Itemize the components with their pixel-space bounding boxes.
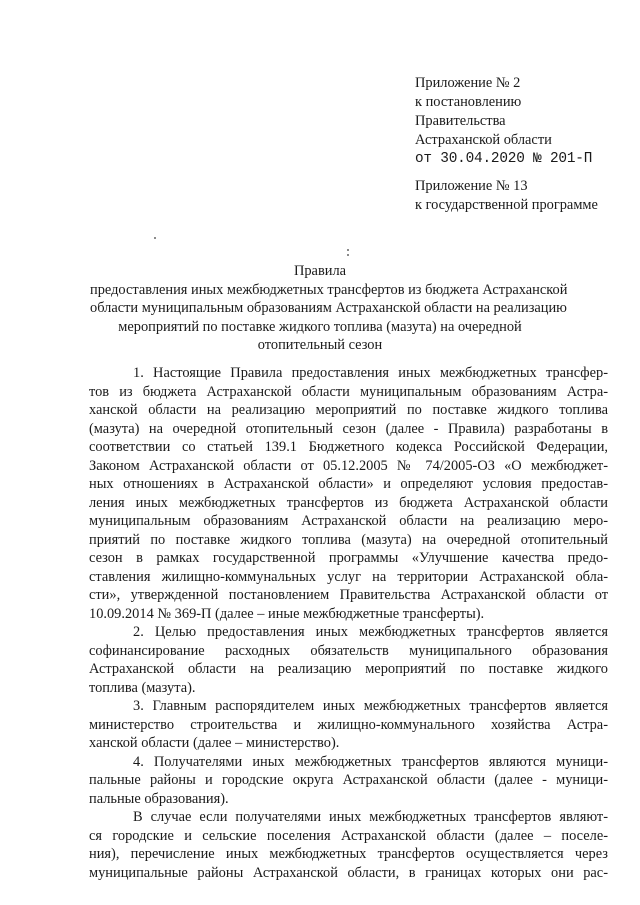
text-line: ханской области (далее – министерство). [89,735,340,751]
paragraph-3 [89,697,608,753]
text-line: муниципальные районы Астраханской области, в границах которых они рас- [89,864,608,881]
appendix-2-line: Правительства [415,113,506,129]
text-line: 4. Получателями иных межбюджетных трансфертов являются муници- [133,753,608,770]
appendix-2-header [415,74,630,169]
text-line: 3. Главным распорядителем иных межбюджетных трансфертов является [133,698,608,714]
appendix-2-line: Приложение № 2 [415,75,521,91]
appendix-13-line: к государственной программе [415,197,598,213]
text-line: ся городские и сельские поселения Астраханской области (далее – поселе- [89,827,608,844]
scan-speck [347,254,349,256]
text-line: сти», утвержденной постановлением Правительства Астраханской области от [89,587,608,603]
text-line: пальные образования). [89,790,229,807]
text-line: муниципальным образованиям Астраханской области на реализацию меро- [89,513,608,529]
text-line: ных отношениях в Астраханской области» и определяют условия предостав- [89,476,608,492]
title-subtitle-line: отопительный сезон [257,337,383,353]
text-line: пальные районы и городские округа Астраханской области (далее - муници- [89,772,608,788]
document-body [89,364,608,882]
scan-speck [347,249,349,251]
appendix-2-line: к постановлению [415,94,522,110]
paragraph-2 [89,623,608,697]
title-subtitle-line: области муниципальным образованиям Астраханской области на реализацию [90,300,567,316]
title-subtitle-line: предоставления иных межбюджетных трансфертов из бюджета Астраханской [90,281,568,298]
appendix-13-header [415,177,630,215]
text-line: В случае если получателями иных межбюджетных трансфертов являют- [133,809,608,825]
text-line: министерство строительства и жилищно-коммунального хозяйства Астра- [89,716,608,733]
appendix-2-date-number: от 30.04.2020 № 201-П [415,151,593,167]
text-line: топлива (мазута). [89,679,196,696]
text-line: сезон в рамках государственной программы «Улучшение качества предо- [89,550,608,566]
title-subtitle-line: мероприятий по поставке жидкого топлива (мазута) на очередной [118,318,522,335]
appendix-2-line: Астраханской области [415,132,552,148]
paragraph-4 [89,753,608,809]
text-line: соответствии со статьей 139.1 Бюджетного кодекса Российской Федерации, [89,439,608,455]
paragraph-5 [89,808,608,882]
text-line: ния), перечисление иных межбюджетных трансфертов осуществляется через [89,846,608,862]
text-line: ханской области на реализацию мероприятий по поставке жидкого топлива [89,402,608,418]
text-line: ления иных межбюджетных трансфертов из бюджета Астраханской области [89,494,608,511]
text-line: 2. Целью предоставления иных межбюджетных трансфертов является [133,624,608,640]
document-title [90,262,568,355]
text-line: Законом Астраханской области от 05.12.2005 № 74/2005-ОЗ «О межбюджет- [89,457,608,474]
text-line: 1. Настоящие Правила предоставления иных межбюджетных трансфер- [133,365,608,381]
text-line: софинансирование расходных обязательств муниципального образования [89,642,608,659]
paragraph-1 [89,364,608,623]
text-line: (мазута) на очередной отопительный сезон (далее - Правила) разработаны в [89,420,608,437]
text-line: тов из бюджета Астраханской области муниципальным образованиям Астра- [89,383,608,400]
text-line: приятий по поставке жидкого топлива (мазута) на очередной отопительный [89,531,608,548]
appendix-13-line: Приложение № 13 [415,178,528,194]
title-subtitle [90,281,568,355]
scan-speck [154,237,156,239]
text-line: Астраханской области на реализацию мероприятий по поставке жидкого [89,661,608,677]
title-main: Правила [293,263,347,279]
text-line: ставления жилищно-коммунальных услуг на территории Астраханской обла- [89,568,608,585]
text-line: 10.09.2014 № 369-П (далее – иные межбюджетные трансферты). [89,605,485,622]
